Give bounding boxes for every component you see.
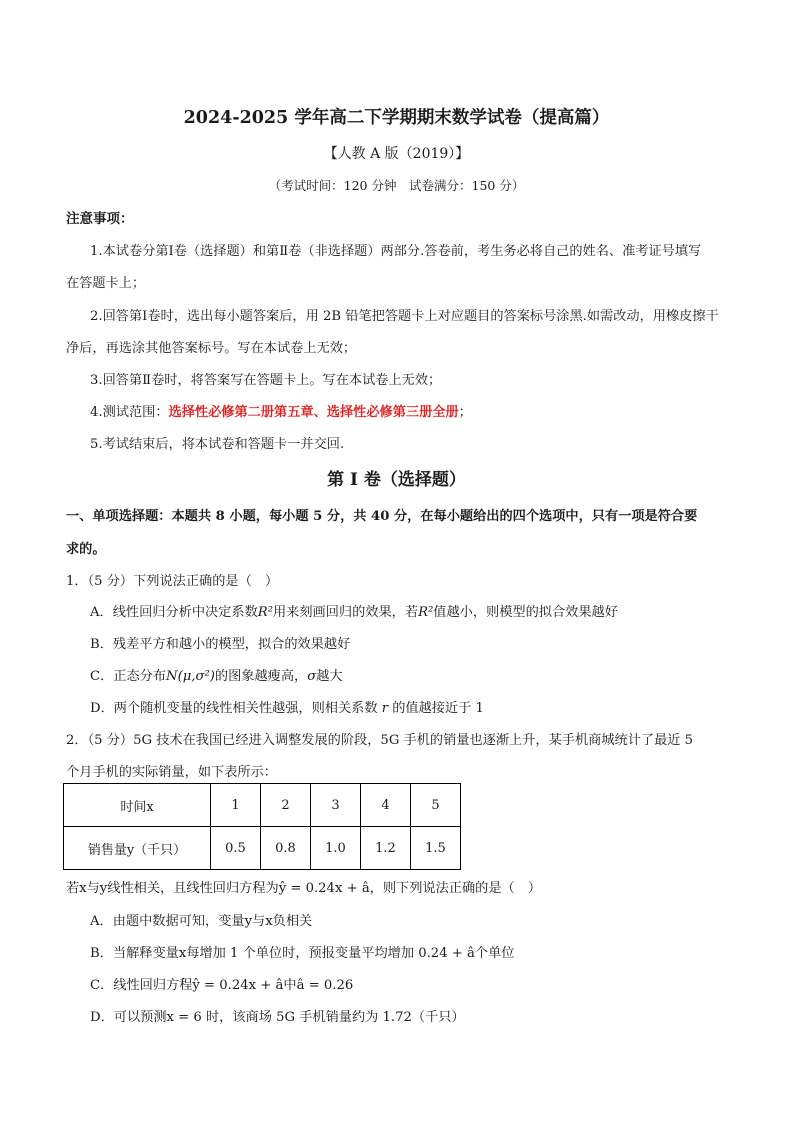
notice-item-4-suffix: ； [458,405,472,420]
table-header-cell: 时间x [64,784,211,827]
q1-option-d [90,697,484,716]
sales-table [63,783,461,870]
table-header-cell: 销售量y（千只） [64,827,211,870]
table-row [64,827,461,870]
q1-d-r: r [381,701,389,716]
q1-option-c [90,665,343,684]
q2-option-a: A．由题中数据可知，变量y与x负相关 [90,914,313,929]
q1-d-text-2: 的值越接近于 1 [388,701,484,716]
exam-info: （考试时间：120 分钟 试卷满分：150 分） [268,178,525,193]
test-range: 选择性必修第二册第五章、选择性必修第三册全册 [168,405,459,420]
q1-c-text-1: C．正态分布 [90,669,167,684]
table-cell: 1 [211,784,261,827]
section-instructions-line-2: 求的。 [66,542,106,557]
q1-a-r2b: R² [418,605,434,620]
edition-label: 【人教 A 版（2019）】 [323,146,470,162]
q1-option-b: B．残差平方和越小的模型，拟合的效果越好 [90,637,351,652]
notice-item-1-line-1: 1.本试卷分第Ⅰ卷（选择题）和第Ⅱ卷（非选择题）两部分.答卷前，考生务必将自己的姓名、准考证号填写 [90,244,702,259]
table-cell: 1.2 [361,827,411,870]
table-cell: 0.5 [211,827,261,870]
q2-after-table: 若x与y线性相关，且线性回归方程为ŷ = 0.24x + â，则下列说法正确的是（ ） [66,881,542,896]
q2-option-b: B．当解释变量x每增加 1 个单位时，预报变量平均增加 0.24 + â个单位 [90,946,515,961]
section-title: 第 I 卷（选择题） [327,470,466,490]
notice-heading: 注意事项： [66,211,134,227]
notice-item-4-prefix: 4.测试范围： [90,405,169,420]
table-cell: 3 [311,784,361,827]
notice-item-4 [90,401,472,420]
q2-stem-line-1: 2．（5 分）5G 技术在我国已经进入调整发展的阶段，5G 手机的销量也逐渐上升，某手机商城统计了最近 5 [66,733,694,748]
q1-c-text-2: 的图象越瘦高， [214,669,308,684]
section-instructions-line-1: 一、单项选择题：本题共 8 小题，每小题 5 分，共 40 分，在每小题给出的四个选项中，只有一项是符合要 [66,509,698,524]
table-cell: 0.8 [261,827,311,870]
notice-item-5: 5.考试结束后，将本试卷和答题卡一并交回. [90,437,345,452]
q1-c-normal: N(μ,σ²) [166,669,215,684]
q1-d-text-1: D．两个随机变量的线性相关性越强，则相关系数 [90,701,382,716]
notice-item-1-line-2: 在答题卡上； [66,276,146,291]
page-title: 2024-2025 学年高二下学期期末数学试卷（提高篇） [183,108,610,128]
notice-item-2-line-1: 2.回答第Ⅰ卷时，选出每小题答案后，用 2B 铅笔把答题卡上对应题目的答案标号涂黑.如需改动，用橡皮擦干 [90,309,719,324]
table-row [64,784,461,827]
notice-item-2-line-2: 净后，再选涂其他答案标号。写在本试卷上无效； [66,341,357,356]
table-cell: 4 [361,784,411,827]
q1-a-text-1: A．线性回归分析中决定系数 [90,605,258,620]
q2-option-c: C．线性回归方程ŷ = 0.24x + â中â = 0.26 [90,978,354,993]
table-cell: 1.5 [411,827,461,870]
table-cell: 2 [261,784,311,827]
q1-a-r2: R² [257,605,273,620]
q2-option-d: D．可以预测x = 6 时，该商场 5G 手机销量约为 1.72（千只） [90,1010,465,1025]
q1-c-text-3: 越大 [316,669,343,684]
q1-c-sigma: σ [307,669,317,684]
q1-stem: 1．（5 分）下列说法正确的是（ ） [66,574,279,589]
q1-a-text-2: 用来刻画回归的效果，若 [273,605,419,620]
q1-option-a [90,601,618,620]
table-cell: 1.0 [311,827,361,870]
q1-a-text-3: 值越小，则模型的拟合效果越好 [433,605,618,620]
notice-item-3: 3.回答第Ⅱ卷时，将答案写在答题卡上。写在本试卷上无效； [90,373,442,388]
table-cell: 5 [411,784,461,827]
q2-stem-line-2: 个月手机的实际销量，如下表所示： [66,765,277,780]
